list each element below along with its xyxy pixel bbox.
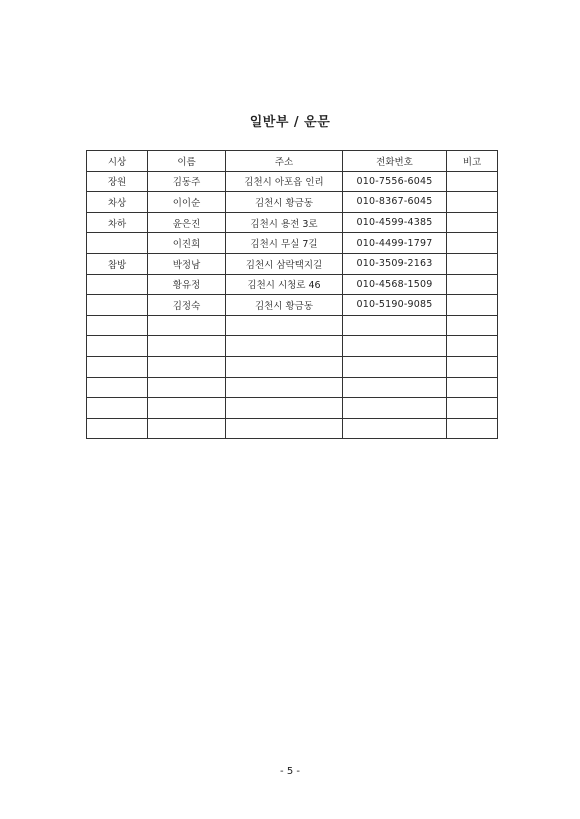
remarks-cell (447, 171, 498, 192)
address-cell (226, 336, 343, 357)
table-row (87, 418, 498, 439)
phone-cell (343, 398, 447, 419)
remarks-cell (447, 377, 498, 398)
name-cell (148, 336, 226, 357)
name-cell: 김정숙 (148, 295, 226, 316)
remarks-cell (447, 274, 498, 295)
table-row (87, 295, 498, 316)
address-cell (226, 418, 343, 439)
address-cell (226, 398, 343, 419)
page-number: - 5 - (280, 766, 300, 777)
name-cell (148, 418, 226, 439)
table-row (87, 233, 498, 254)
table-row (87, 398, 498, 419)
remarks-cell (447, 336, 498, 357)
name-cell: 황유정 (148, 274, 226, 295)
table-header-row (87, 151, 498, 172)
award-cell (87, 377, 148, 398)
award-cell (87, 274, 148, 295)
phone-cell: 010-7556-6045 (343, 171, 447, 192)
header-award: 시상 (87, 151, 148, 172)
remarks-cell (447, 212, 498, 233)
award-cell (87, 295, 148, 316)
phone-cell: 010-4599-4385 (343, 212, 447, 233)
header-remarks: 비고 (447, 151, 498, 172)
address-cell: 김천시 삼락택지길 (226, 253, 343, 274)
table-row (87, 356, 498, 377)
award-cell (87, 315, 148, 336)
name-cell: 이진희 (148, 233, 226, 254)
address-cell: 김천시 시청로 46 (226, 274, 343, 295)
award-cell: 장원 (87, 171, 148, 192)
address-cell: 김천시 아포읍 인리 (226, 171, 343, 192)
address-cell (226, 356, 343, 377)
phone-cell: 010-4499-1797 (343, 233, 447, 254)
award-cell (87, 356, 148, 377)
phone-cell (343, 356, 447, 377)
award-cell: 차상 (87, 192, 148, 213)
award-cell (87, 418, 148, 439)
award-cell (87, 398, 148, 419)
remarks-cell (447, 295, 498, 316)
phone-cell: 010-3509-2163 (343, 253, 447, 274)
header-name: 이름 (148, 151, 226, 172)
table-row (87, 192, 498, 213)
phone-cell: 010-4568-1509 (343, 274, 447, 295)
page-title: 일반부 / 운문 (249, 115, 331, 130)
award-cell (87, 336, 148, 357)
name-cell: 윤은진 (148, 212, 226, 233)
award-cell: 차하 (87, 212, 148, 233)
remarks-cell (447, 418, 498, 439)
remarks-cell (447, 233, 498, 254)
table-row (87, 212, 498, 233)
table-row (87, 336, 498, 357)
remarks-cell (447, 192, 498, 213)
phone-cell (343, 418, 447, 439)
address-cell: 김천시 황금동 (226, 295, 343, 316)
remarks-cell (447, 315, 498, 336)
phone-cell (343, 336, 447, 357)
name-cell: 박정남 (148, 253, 226, 274)
header-phone: 전화번호 (343, 151, 447, 172)
remarks-cell (447, 253, 498, 274)
name-cell: 이이순 (148, 192, 226, 213)
name-cell (148, 398, 226, 419)
table-row (87, 315, 498, 336)
name-cell: 김동주 (148, 171, 226, 192)
phone-cell (343, 315, 447, 336)
phone-cell (343, 377, 447, 398)
award-table (86, 150, 498, 439)
address-cell: 김천시 황금동 (226, 192, 343, 213)
remarks-cell (447, 398, 498, 419)
table-row (87, 274, 498, 295)
name-cell (148, 356, 226, 377)
award-cell: 참방 (87, 253, 148, 274)
table-row (87, 253, 498, 274)
phone-cell: 010-8367-6045 (343, 192, 447, 213)
name-cell (148, 315, 226, 336)
address-cell: 김천시 용전 3로 (226, 212, 343, 233)
phone-cell: 010-5190-9085 (343, 295, 447, 316)
table-row (87, 377, 498, 398)
remarks-cell (447, 356, 498, 377)
header-address: 주소 (226, 151, 343, 172)
address-cell (226, 377, 343, 398)
award-cell (87, 233, 148, 254)
name-cell (148, 377, 226, 398)
address-cell (226, 315, 343, 336)
address-cell: 김천시 무실 7길 (226, 233, 343, 254)
table-row (87, 171, 498, 192)
